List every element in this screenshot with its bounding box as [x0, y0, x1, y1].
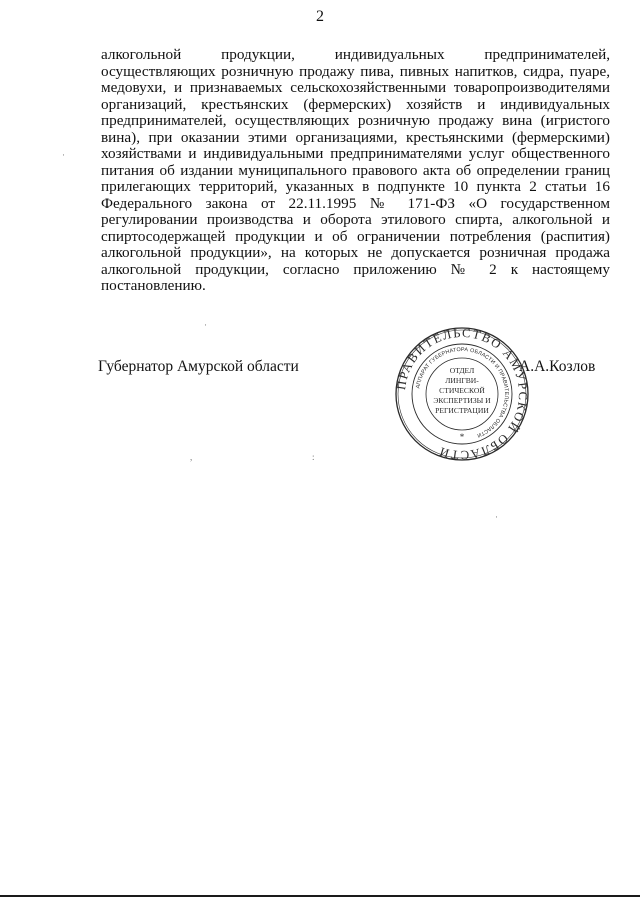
paragraph-line: алкогольной продукции, согласно приложению № 2 к настоящему	[101, 260, 610, 278]
stamp-center-line: РЕГИСТРАЦИИ	[435, 406, 489, 415]
stamp-center-line: ЭКСПЕРТИЗЫ И	[433, 396, 491, 405]
paragraph-line: спиртосодержащей продукции и об ограничении потребления (распития)	[101, 227, 610, 245]
paragraph-line: медовухи, и признаваемых сельскохозяйственными товаропроизводителями	[101, 79, 610, 96]
paragraph-line: питания об издании муниципального правового акта об определении границ	[101, 161, 610, 179]
paragraph-line: Федерального закона от 22.11.1995 № 171-ФЗ «О государственном	[101, 194, 610, 212]
stamp-outer-text: ПРАВИТЕЛЬСТВО АМУРСКОЙ ОБЛАСТИ	[393, 325, 531, 463]
signatory-title: Губернатор Амурской области	[98, 358, 299, 375]
scan-speck: ,	[190, 452, 193, 462]
signatory-name: А.А.Козлов	[519, 358, 596, 375]
paragraph-line: хозяйствами и индивидуальными предпринимателями услуг общественного	[101, 145, 610, 162]
paragraph-line: алкогольной продукции, индивидуальных предпринимателей,	[101, 46, 610, 63]
stamp-center-line: ЛИНГВИ-	[445, 376, 479, 385]
stamp-star-icon: *	[459, 432, 465, 442]
scan-bottom-edge	[0, 895, 640, 897]
scan-speck: ·	[495, 512, 498, 522]
scan-speck: ·	[62, 150, 65, 160]
paragraph-line: прилегающих территорий, указанных в подпункте 10 пункта 2 статьи 16	[101, 178, 610, 195]
paragraph-line: осуществляющих розничную продажу пива, пивных напитков, сидра, пуаре,	[101, 62, 610, 80]
paragraph-line: предпринимателей, осуществляющих розничную продажу вина (игристого	[101, 112, 610, 129]
paragraph-line: вина), при оказании этими организациями, крестьянскими (фермерскими)	[101, 128, 610, 146]
stamp-center-line: ОТДЕЛ	[449, 366, 475, 375]
scan-speck: :	[312, 452, 315, 462]
body-paragraph	[101, 47, 610, 295]
paragraph-line: организаций, крестьянских (фермерских) хозяйств и индивидуальных	[101, 95, 610, 113]
paragraph-line: регулировании производства и оборота этилового спирта, алкогольной и	[101, 211, 610, 228]
paragraph-line-last: постановлению.	[101, 277, 206, 294]
page-number: 2	[316, 8, 324, 25]
scan-speck: ·	[204, 320, 207, 330]
official-seal-stamp	[392, 324, 532, 464]
stamp-center-line: СТИЧЕСКОЙ	[439, 386, 485, 395]
paragraph-line: алкогольной продукции», на которых не допускается розничная продажа	[101, 244, 610, 261]
stamp-inner-ring-text: АППАРАТ ГУБЕРНАТОРА ОБЛАСТИ И ПРАВИТЕЛЬСТВА ОБЛАСТИ	[415, 346, 510, 439]
